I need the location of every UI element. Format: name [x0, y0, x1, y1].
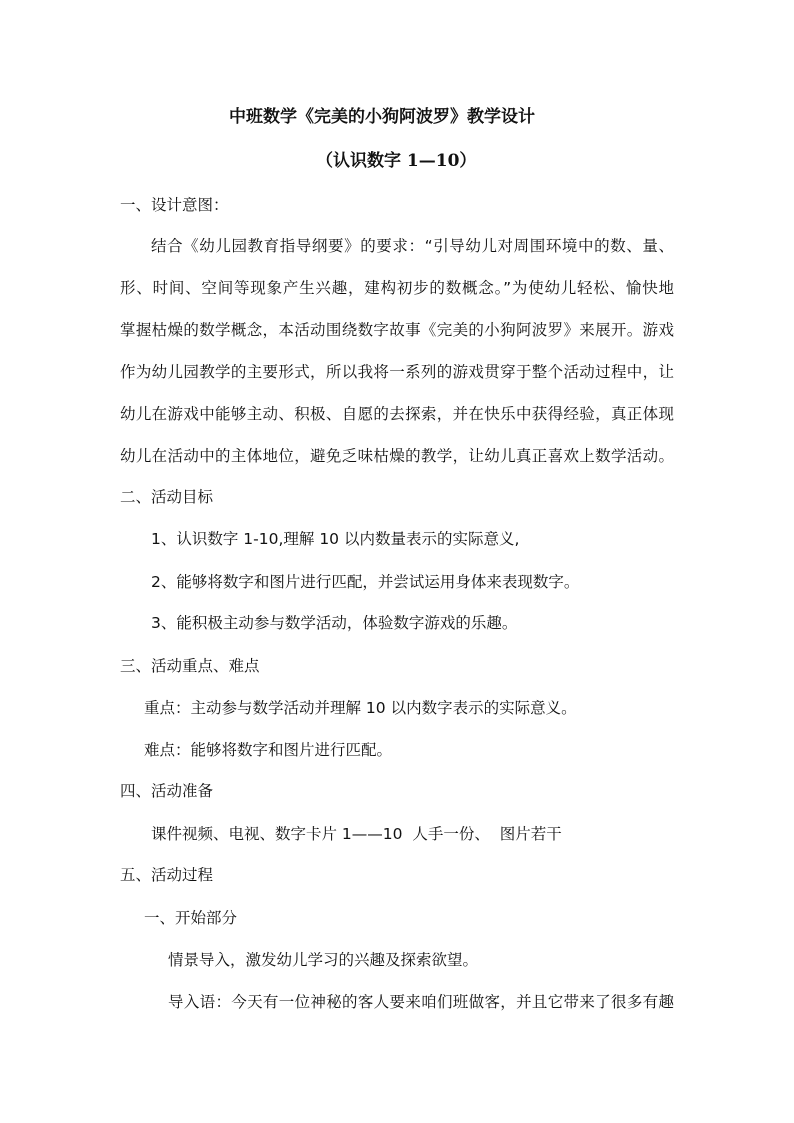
- section4-heading: 四、活动准备: [120, 782, 214, 800]
- section3-difficult-point: 难点：能够将数字和图片进行匹配。: [144, 741, 393, 759]
- section5-sub-heading: 一、开始部分: [144, 909, 238, 927]
- section3-key-point: 重点：主动参与数学活动并理解 10 以内数字表示的实际意义。: [144, 699, 577, 717]
- section1-line-5: 幼儿在游戏中能够主动、积极、自愿的去探索，并在快乐中获得经验，真正体现: [120, 405, 674, 423]
- section2-item-3: 3、能积极主动参与数学活动，体验数字游戏的乐趣。: [151, 614, 518, 632]
- section1-heading: 一、设计意图：: [120, 196, 229, 214]
- section3-heading: 三、活动重点、难点: [120, 657, 260, 675]
- section1-line-1: 结合《幼儿园教育指导纲要》的要求：“引导幼儿对周围环境中的数、量、: [151, 237, 674, 255]
- section2-item-2: 2、能够将数字和图片进行匹配，并尝试运用身体来表现数字。: [151, 573, 580, 591]
- section5-sub-text: 情景导入，激发幼儿学习的兴趣及探索欲望。: [168, 951, 479, 969]
- section2-item-1: 1、认识数字 1-10,理解 10 以内数量表示的实际意义,: [151, 530, 520, 548]
- section5-intro: 导入语：今天有一位神秘的客人要来咱们班做客，并且它带来了很多有趣: [168, 993, 674, 1011]
- section4-text: 课件视频、电视、数字卡片 1——10 人手一份、 图片若干: [151, 825, 562, 843]
- section1-line-6: 幼儿在活动中的主体地位，避免乏味枯燥的教学，让幼儿真正喜欢上数学活动。: [120, 447, 674, 465]
- section1-line-3: 掌握枯燥的数学概念，本活动围绕数字故事《完美的小狗阿波罗》来展开。游戏: [120, 321, 674, 339]
- section5-heading: 五、活动过程: [120, 866, 214, 884]
- document-subtitle: （认识数字 1—10）: [316, 151, 477, 171]
- section2-heading: 二、活动目标: [120, 488, 214, 506]
- document-title: 中班数学《完美的小狗阿波罗》教学设计: [229, 107, 535, 127]
- section1-line-4: 作为幼儿园教学的主要形式，所以我将一系列的游戏贯穿于整个活动过程中，让: [120, 363, 674, 381]
- section1-line-2: 形、时间、空间等现象产生兴趣，建构初步的数概念。”为使幼儿轻松、愉快地: [120, 279, 674, 297]
